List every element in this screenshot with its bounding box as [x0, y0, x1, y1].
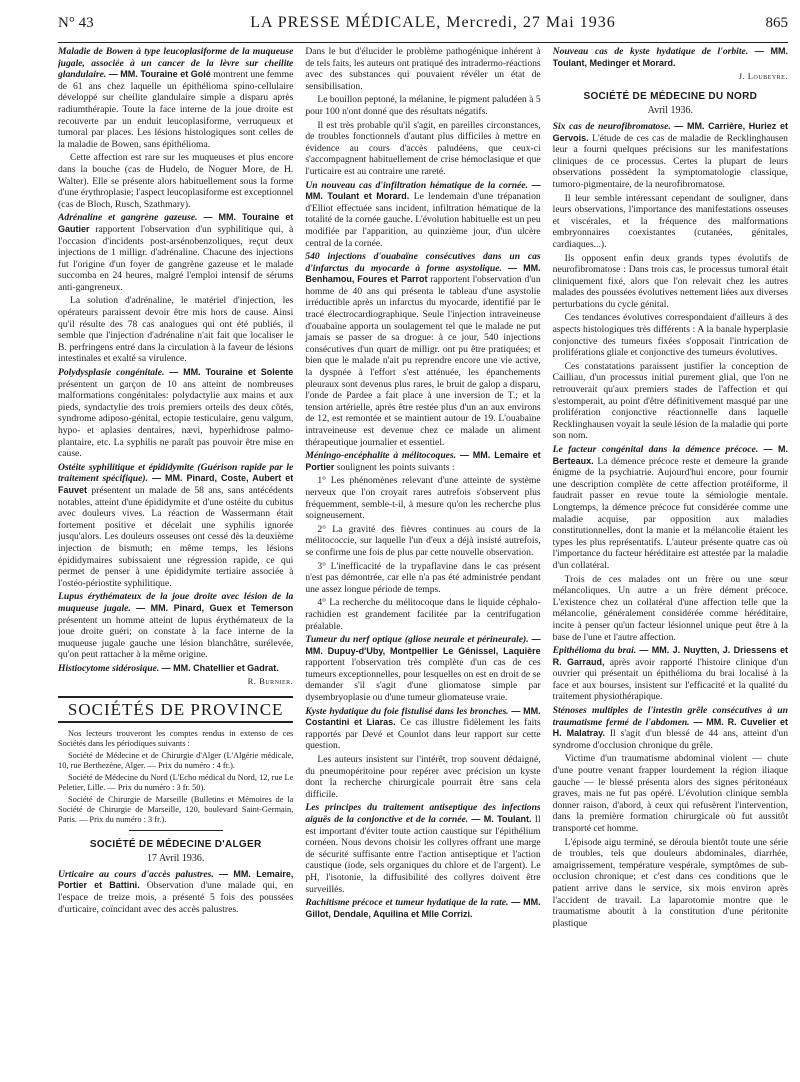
paragraph: Cette affection est rare sur les muqueuses et plus encore dans la bouche (cas de Hudelo, de Noguer More, de H. Walter). Elle se présente alors habituellement sous la forme d'une érythroplasie; l'aspect leucoplasiforme est exceptionnel (cas de Bloch, Rusch, Szathmary). [58, 152, 294, 210]
article [305, 251, 540, 448]
column-2 [305, 46, 540, 1078]
article-text: après avoir rapporté l'histoire clinique d'un ouvrier qui présentait un épithélioma du brai localisé à la face et aux bourses, insistent sur l'efficacité et la qualité du traitement physiothérapique. [552, 656, 788, 703]
article-authors: — MM. Toulant, Medinger et Morard. [552, 46, 788, 68]
article-text: présentent un garçon de 10 ans atteint de nombreuses malformations congénitales: polydactylie aux mains et aux pieds, syndactylie des trois premiers orteils des deux côtés, syndrome adiposo-génital, ectopie testiculaire, genu valgum, hypo- et aplasies dentaires, nævi, hyperhidrose palmo-plantaire, etc. La syphilis ne paraît pas pouvoir être mise en cause. [58, 378, 294, 460]
article-title: Maladie de Bowen à type leucoplasiforme de la muqueuse jugale, associée à un cancer de la lèvre sur cheilite glandulaire. [58, 46, 294, 81]
column-3 [553, 46, 788, 1078]
article-text: rapportent l'observation d'un syphilitique qui, à l'occasion d'incidents post-arsénobenzoliques, reçut deux injections de 1 milligr. d'adrénaline. Chacune des injections fut l'origine d'un foyer de gangrène gazeuse et le malade succomba en 24 heures, malgré l'emploi intensif de sérums anti-gangreneux. [58, 223, 294, 293]
paragraph: Les auteurs insistent sur l'intérêt, trop souvent dédaigné, du pneumopéritoine pour repérer avec précision un kyste dont la recherche chirurgicale pourrait être sans cela difficile. [305, 754, 541, 800]
article-text: présentent un malade de 58 ans, sans antécédents notables, atteint d'une épididymite et d'une ostéite du cubitus avec douleurs vives. La réaction de Wassermann était fortement positive et décelait une syphilis ignorée jusqu'alors. Les douleurs osseuses ont cessé dès la deuxième injection de bismuth; en même temps, les lésions épididymaires subissaient une régression rapide, ce qui permet de penser à une épididymite tertiaire associée à l'ostéo-périostite syphilitique. [58, 484, 294, 589]
article-authors: — MM. Costantini et Liaras. [305, 705, 541, 728]
article [305, 897, 540, 920]
paragraph: Ces constatations paraissent justifier la conception de Cailliau, d'un processus initial purement glial, que l'on ne retrouverait qu'aux premiers stades de l'affection et qui s'estomperait, au point d'être définitivement masqué par une prolifération conjonctive réactionnelle dans laquelle Recklinghausen voyait la seule lésion de la maladie qui porte son nom. [552, 360, 788, 442]
article-authors: — MM. Gillot, Dendale, Aquilina et Mlle Corrizi. [305, 897, 541, 919]
article-text: rapportent l'observation très complète d'un cas de ces tumeurs exceptionnelles, pour lesquelles on est en droit de se demander s'il s'agit d'une gliomatose simple par dysembryoplasie ou d'une tumeur gliomateuse vraie. [305, 657, 541, 704]
article-title: Urticaire au cours d'accès palustres. [58, 868, 214, 880]
issue-number: N° 43 [58, 15, 94, 31]
section-banner: SOCIÉTÉS DE PROVINCE [58, 696, 293, 723]
page-header [58, 14, 788, 40]
article-title: Sténoses multiples de l'intestin grêle consécutives à un traumatisme fermé de l'abdomen. [552, 705, 788, 728]
article [553, 444, 788, 572]
article-text: Il est important d'éviter toute action caustique sur l'épithélium cornéen. Nous devons choisir les collyres offrant une marge de sécurité suffisante entre l'action antiseptique et l'action caustique (iode, sels organiques du chlore et de l'argent). Le pH, l'isotonie, la diffusibilité des collyres doivent être surveillés. [305, 814, 541, 895]
article [58, 46, 293, 150]
article-title: Méningo-encéphalite à mélitocoques. [305, 450, 457, 462]
journal-title: LA PRESSE MÉDICALE, Mercredi, 27 Mai 1936 [250, 14, 616, 31]
header-rule [58, 42, 788, 43]
divider [129, 830, 223, 831]
article-authors: — MM. Carrière, Huriez et Gervois. [552, 120, 788, 143]
provincial-notice [58, 729, 293, 825]
paragraph: 3° L'inefficacité de la trypaflavine dans le cas présent n'est pas démontrée, car elle n'a pas été administrée pendant une assez longue période de temps. [305, 560, 541, 595]
paragraph: Victime d'un traumatisme abdominal violent — chute d'une poutre venant frapper lourdement la région iliaque gauche — le blessé présenta alors des signes péritonéaux graves, mais ne fut pas opéré. L'évolution clinique sembla donner raison, d'abord, à ceux qui refusèrent l'intervention, dans la première formation chirurgicale où fut aussitôt transporté cet homme. [552, 753, 788, 834]
article-title: Histiocytome sidérosique. [58, 662, 160, 674]
notice-intro: Nos lecteurs trouveront les comptes rendus in extenso de ces Sociétés dans les périodiques suivants : [58, 728, 294, 748]
article-text: rapportent l'observation d'un homme de 40 ans qui présenta le tableau d'une asystolie irréductible après un infarctus du myocarde, identifié par le tracé électrocardiographique. Seule l'injection intraveineuse d'ouabaïne apporta un soulagement tel que le malade ne put jamais se passer de sa drogue: à ce jour, 540 injections consécutives d'un quart de milligr. ont pu être pratiquées; et bien que le malade n'ait pu reprendre encore une vie active, la dyspnée à l'effort s'est atténuée, les épanchements pleuraux sont devenus plus rares, le bruit de galop a disparu, l'onde de Pardee a fait place à une inversion de T.; et la tension artérielle, après être restée plus d'un an aux environs de 12, est remontée et se maintient autour de 19. L'ouabaïne intraveineuse est devenue chez ce malade un aliment thérapeutique journalier et essentiel. [305, 274, 541, 448]
society-heading: SOCIÉTÉ DE MÉDECINE D'ALGER [89, 838, 262, 850]
paragraph: Ils opposent enfin deux grands types évolutifs de neurofibromatose : Dans trois cas, le processus tumoral était cliniquement fixé, alors que l'on relevait chez les autres malades des poussées évolutives nettement liées aux diverses perturbations du cycle génital. [552, 252, 788, 310]
article-authors: — MM. Lemaire et Portier [305, 450, 541, 472]
session-date: 17 Avril 1936. [147, 853, 205, 865]
paragraph: La solution d'adrénaline, le matériel d'injection, les opérateurs paraissent devoir être mis hors de cause. Ainsi qu'il résulte des 78 cas analogues qui ont été publiés, il semble que l'injection d'adrénaline n'ait fait que localiser le B. perfringens entré dans la circulation à la faveur de lésions intestinales et exalté sa virulence. [58, 295, 294, 365]
article-title: Ostéite syphilitique et épididymite (Guérison rapide par le traitement spécifique). [58, 461, 294, 485]
session-date: Avril 1936. [647, 105, 693, 117]
article [58, 212, 293, 293]
article-authors: — MM. Chatellier et Gadrat. [161, 662, 279, 673]
paragraph: Trois de ces malades ont un frère ou une sœur mélancoliques. Un autre a un frère dément précoce. L'existence chez un collatéral d'une affection telle que la mélancolie, généralement considérée comme héréditaire, incite à penser qu'un facteur lésionnel unique peut être à la base de l'une et l'autre affection. [552, 573, 788, 643]
signature: R. Burnier. [247, 676, 294, 687]
article-title: Le facteur congénital dans la démence précoce. [552, 444, 759, 455]
paragraph: 2° La gravité des fièvres continues au cours de la mélitococcie, sur laquelle l'un d'eux a déjà insisté autrefois, se confirme une fois de plus par cette nouvelle observation. [305, 523, 541, 558]
article-authors: — MM. Toulant et Morard. [305, 179, 541, 202]
paragraph: Dans le but d'élucider le problème pathogénique inhérent à de tels faits, les auteurs ont pratiqué des intradermo-réactions avec des substances qui pouvaient révéler un état de sensibilisation. [305, 46, 541, 92]
article [305, 802, 540, 895]
article [305, 634, 540, 704]
article-authors: — MM. Touraine et Golé [108, 69, 211, 80]
article-authors: — MM. Benhamou, Foures et Parrot [305, 262, 541, 285]
article [58, 462, 293, 590]
article-title: Polydysplasie congénitale. [58, 367, 165, 379]
article [553, 121, 788, 191]
article-text: Observation d'une malade qui, en l'espace de treize mois, a présenté 5 fois des poussées d'urticaire, coïncidant avec des accès palustres. [58, 880, 294, 915]
paragraph: Ces tendances évolutives correspondaient d'ailleurs à des aspects histologiques très différents : A la banale hyperplasie conjonctive des tumeurs fixées s'opposait l'intrication de proliférations gliale et conjonctive des tumeurs évolutives. [552, 312, 788, 359]
article-authors: — MM. Dupuy-d'Uby, Montpellier Le Génissel, Laquière [305, 634, 541, 656]
article [305, 180, 540, 250]
society-heading: SOCIÉTÉ DE MÉDECINE DU NORD [583, 90, 758, 102]
page-number: 865 [765, 15, 788, 31]
article-title: Rachitisme précoce et tumeur hydatique de la rate. [305, 897, 509, 909]
paragraph: 4° La recherche du mélitocoque dans le liquide céphalo-rachidien est grandement facilitée par la centrifugation préalable. [305, 597, 541, 632]
article-title: Six cas de neurofibromatose. [552, 120, 671, 132]
notice-item: Société de Chirurgie de Marseille (Bulletins et Mémoires de la Société de Chirurgie de Marseille, 120, boulevard Saint-Germain, Paris. — Prix du numéro : 3 fr.). [58, 794, 294, 824]
paragraph: Il est très probable qu'il s'agit, en pareilles circonstances, de troubles fonctionnels d'autant plus difficiles à mettre en évidence au cours d'accès paludéens, que ceux-ci s'accompagnent habituellement de crise hémoclasique et que l'urticaire est au contraire une rareté. [305, 119, 541, 177]
article-title: Lupus érythémateux de la joue droite avec lésion de la muqueuse jugale. [58, 591, 294, 614]
article-authors: — MM. Pinard, Coste, Aubert et Fauvet [58, 473, 294, 495]
article-authors: — MM. Pinard, Guex et Temerson [136, 602, 294, 613]
article [58, 663, 293, 675]
article [553, 705, 788, 751]
article-authors: — M. Berteaux. [552, 444, 788, 466]
article [58, 591, 293, 661]
article [305, 706, 540, 752]
article-authors: — MM. Touraine et Solente [169, 367, 294, 378]
article-authors: — M. Toulant. [471, 814, 532, 824]
article-title: Kyste hydatique du foie fistulisé dans les bronches. [305, 705, 509, 717]
article-title: Les principes du traitement antiseptique des infections aiguës de la conjonctive et de la cornée. [305, 802, 541, 825]
notice-item: Société de Médecine et de Chirurgie d'Alger (L'Algérie médicale, 10, rue Berthezène, Alger. — Prix du numéro : 4 fr.). [58, 750, 294, 770]
columns [58, 46, 788, 1078]
notice-item: Société de Médecine du Nord (L'Echo médical du Nord, 12, rue Le Peletier, Lille. — Prix du numéro : 3 fr. 50). [58, 772, 294, 792]
column-1 [58, 46, 293, 1078]
article [553, 645, 788, 703]
paragraph: 1° Les phénomènes relevant d'une atteinte de système nerveux que l'on croyait rares autrefois s'observent plus fréquemment, semble-t-il, à mesure qu'on les recherche plus soigneusement. [305, 475, 541, 522]
article-text: soulignent les points suivants : [336, 461, 455, 473]
article-text: L'étude de ces cas de maladie de Recklinghausen leur a fourni quelques précisions sur les manifestations cliniques de ce processus. Certes la plupart de leurs observations possèdent la symptomatologie classique, tumoro-pigmentaire, de la neurofibromatose. [552, 132, 788, 190]
article-title: Epithélioma du brai. [552, 645, 637, 657]
article-title: Tumeur du nerf optique (gliose neurale et périneurale). [305, 634, 529, 646]
article-authors: — MM. J. Nuytten, J. Driessens et R. Garraud, [552, 645, 788, 667]
article [58, 367, 293, 460]
article [553, 46, 788, 69]
article [305, 450, 540, 473]
article-text: La démence précoce reste et demeure la grande énigme de la psychiatrie. Aujourd'hui encore, pour fournir une description complète de cette affection protéiforme, il faudrait passer en revue toute la sémiologie mentale. Longtemps, la démence précoce fut considérée comme une maladie acquise, par opposition aux maladies constitutionnelles, dont la manie et la mélancolie étaient les types les plus représentatifs. L'auteur présente quatre cas où l'importance du facteur héréditaire est attestée par la maladie d'un collatéral. [552, 455, 788, 571]
article-text: montrent une femme de 61 ans chez laquelle un épithélioma spino-cellulaire développé sur cheilite glandulaire simple a disparu après radiumthérapie. Toute la face interne de la joue droite est recouverte par un enduit leucoplasiforme, verruqueux et tumoral par places. Les lésions histologiques sont celles de la maladie de Bowen, sans épithélioma. [58, 69, 294, 150]
article-authors: — MM. Lemaire, Portier et Battini. [58, 868, 294, 891]
article-title: Adrénaline et gangrène gazeuse. [58, 212, 198, 224]
signature: J. Loubeyre. [738, 71, 788, 82]
paragraph: Le bouillon peptoné, la mélanine, le pigment paludéen à 5 pour 100 n'ont donné que des résultats négatifs. [305, 94, 541, 117]
article-text: présentent un homme atteint de lupus érythémateux de la joue droite guéri; on constate à la face interne de la muqueuse jugale gauche une lésion blanchâtre, surélevée, qu'on peut rattacher à la même origine. [58, 614, 294, 661]
article-title: Nouveau cas de kyste hydatique de l'orbite. [552, 46, 749, 57]
paragraph: Il leur semble intéressant cependant de souligner, dans leurs observations, l'importance des manifestations osseuses et viscérales, et la fréquence des malformations embryonnaires coexistantes (cutanées, génitales, cardiaques...). [552, 192, 788, 250]
article-title: 540 injections d'ouabaïne consécutives dans un cas d'infarctus du myocarde à forme asystolique. [305, 251, 541, 274]
article [58, 869, 293, 915]
article-title: Un nouveau cas d'infiltration hématique de la cornée. [305, 179, 528, 191]
article-authors: — MM. R. Cuvelier et H. Malatray. [552, 716, 788, 739]
paragraph: L'épisode aigu terminé, se déroula bientôt toute une série de troubles, tels que douleurs abdominales, diarrhée, amaigrissement, température vespérale, symptômes de sub-occlusion chronique; et c'est dans ces conditions que le patient arrive dans le service, six mois environ après l'accident de travail. La laparotomie montre que le traumatisme aboutit à la constitution d'une péritonite plastique [552, 836, 788, 929]
article-text: Il s'agit d'un blessé de 44 ans, atteint d'un syndrome d'occlusion chronique du grêle. [552, 728, 788, 751]
article-authors: — MM. Touraine et Gautier [58, 212, 294, 234]
article-text: Ce cas illustre fidèlement les faits rapportés par Devé et Counlot dans leur rapport sur cette question. [305, 717, 541, 752]
article-text: Le lendemain d'une trépanation d'Elliot effectuée sans incident, infiltration hématique de la totalité de la cornée gauche. L'évolution habituelle est un peu modifiée par l'apparition, au quinzième jour, d'un ulcère central de la cornée. [305, 191, 541, 249]
